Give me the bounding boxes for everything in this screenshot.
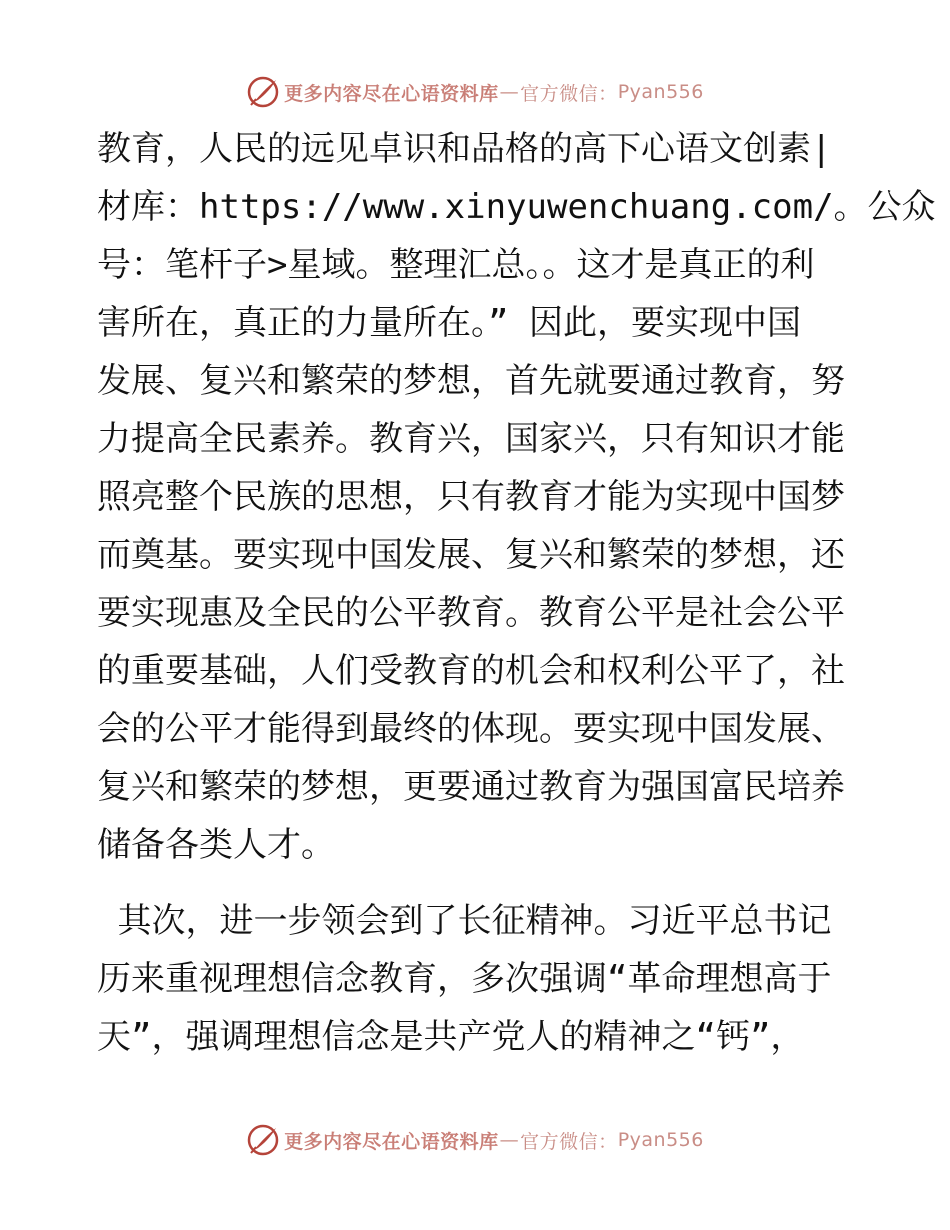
text-line: 号：笔杆子>星域。整理汇总。。这才是真正的利 bbox=[97, 245, 815, 285]
text-line: 的重要基础，人们受教育的机会和权利公平了，社 bbox=[97, 651, 845, 691]
paragraph-2 bbox=[97, 892, 857, 1066]
banner-site-text: 更多内容尽在心语资料库 bbox=[284, 82, 499, 105]
text-line: 发展、复兴和繁荣的梦想，首先就要通过教育，努 bbox=[97, 361, 845, 401]
text-line: 害所在，真正的力量所在。” 因此，要实现中国 bbox=[97, 303, 801, 343]
quill-logo-icon bbox=[246, 75, 280, 109]
text-line: 照亮整个民族的思想，只有教育才能为实现中国梦 bbox=[97, 477, 845, 517]
banner-wechat-id: Pyan556 bbox=[617, 81, 704, 103]
header-watermark-banner bbox=[0, 70, 950, 114]
text-line: 天”，强调理想信念是共产党人的精神之“钙”， bbox=[97, 1017, 805, 1057]
text-line: 教育，人民的远见卓识和品格的高下心语文创素| bbox=[97, 129, 832, 169]
text-line: 复兴和繁荣的梦想，更要通过教育为强国富民培养 bbox=[97, 767, 845, 807]
quill-logo-icon bbox=[246, 1123, 280, 1157]
paragraph-gap bbox=[97, 874, 857, 892]
banner-separator: — bbox=[499, 1129, 520, 1151]
banner-site-text: 更多内容尽在心语资料库 bbox=[284, 1130, 499, 1153]
text-line: 要实现惠及全民的公平教育。教育公平是社会公平 bbox=[97, 593, 845, 633]
text-line: 其次，进一步领会到了长征精神。习近平总书记 bbox=[97, 901, 832, 941]
banner-wechat-label: 官方微信： bbox=[520, 1130, 618, 1153]
text-line: 力提高全民素养。教育兴，国家兴，只有知识才能 bbox=[97, 419, 845, 459]
footer-watermark-banner bbox=[0, 1118, 950, 1162]
paragraph-1 bbox=[97, 120, 936, 874]
text-line: 历来重视理想信念教育，多次强调“革命理想高于 bbox=[97, 959, 832, 999]
document-body bbox=[97, 120, 936, 1066]
banner-wechat-label: 官方微信： bbox=[520, 82, 618, 105]
text-line: 材库：https://www.xinyuwenchuang.com/。公众 bbox=[97, 187, 936, 227]
banner-separator: — bbox=[499, 81, 520, 103]
text-line: 而奠基。要实现中国发展、复兴和繁荣的梦想，还 bbox=[97, 535, 845, 575]
text-line: 储备各类人才。 bbox=[97, 825, 335, 865]
banner-wechat-id: Pyan556 bbox=[617, 1129, 704, 1151]
text-line: 会的公平才能得到最终的体现。要实现中国发展、 bbox=[97, 709, 845, 749]
